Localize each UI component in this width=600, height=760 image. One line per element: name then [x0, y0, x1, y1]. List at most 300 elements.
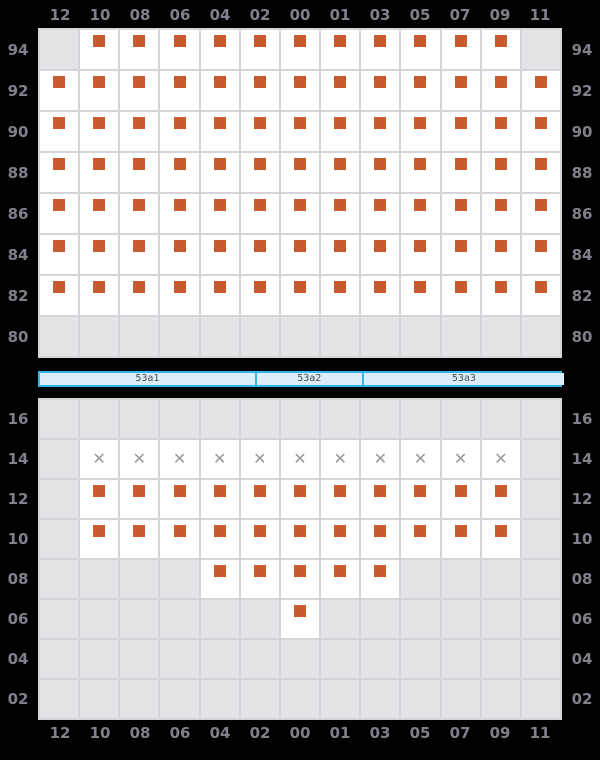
cell-08-09[interactable]: [482, 560, 520, 598]
cell-06-02[interactable]: [241, 600, 279, 638]
cell-80-06[interactable]: [160, 317, 198, 356]
row-label-16: 16: [571, 410, 593, 428]
section-segment-label: 53a2: [297, 373, 322, 384]
cell-86-09[interactable]: [482, 194, 520, 233]
cell-14-02[interactable]: [241, 440, 279, 478]
section-segment-2[interactable]: [257, 373, 362, 385]
column-label-09: 09: [489, 724, 511, 742]
top-column-labels: [40, 4, 560, 26]
cell-02-07[interactable]: [442, 680, 480, 718]
cell-88-06[interactable]: [160, 153, 198, 192]
square-mark-icon: [254, 199, 266, 211]
cell-16-07[interactable]: [442, 400, 480, 438]
cell-84-08[interactable]: [120, 235, 158, 274]
cell-82-01[interactable]: [321, 276, 359, 315]
cell-10-11[interactable]: [522, 520, 560, 558]
row-label-86: 86: [571, 204, 593, 223]
cell-92-08[interactable]: [120, 71, 158, 110]
cell-82-08[interactable]: [120, 276, 158, 315]
row-label-14: 14: [7, 450, 29, 468]
cell-10-00[interactable]: [281, 520, 319, 558]
cell-86-12[interactable]: [40, 194, 78, 233]
cell-90-09[interactable]: [482, 112, 520, 151]
square-mark-icon: [535, 199, 547, 211]
cell-10-07[interactable]: [442, 520, 480, 558]
square-mark-icon: [93, 240, 105, 252]
square-mark-icon: [174, 158, 186, 170]
cell-02-09[interactable]: [482, 680, 520, 718]
cell-10-09[interactable]: [482, 520, 520, 558]
square-mark-icon: [455, 35, 467, 47]
square-mark-icon: [294, 35, 306, 47]
cell-88-08[interactable]: [120, 153, 158, 192]
cell-80-10[interactable]: [80, 317, 118, 356]
square-mark-icon: [374, 485, 386, 497]
cell-80-00[interactable]: [281, 317, 319, 356]
cell-02-04[interactable]: [201, 680, 239, 718]
cell-06-03[interactable]: [361, 600, 399, 638]
cell-16-11[interactable]: [522, 400, 560, 438]
cell-82-10[interactable]: [80, 276, 118, 315]
square-mark-icon: [214, 485, 226, 497]
square-mark-icon: [174, 240, 186, 252]
column-label-08: 08: [129, 6, 151, 24]
cell-12-04[interactable]: [201, 480, 239, 518]
square-mark-icon: [455, 158, 467, 170]
column-label-06: 06: [169, 724, 191, 742]
cell-88-10[interactable]: [80, 153, 118, 192]
cell-84-10[interactable]: [80, 235, 118, 274]
cell-92-02[interactable]: [241, 71, 279, 110]
cell-06-10[interactable]: [80, 600, 118, 638]
cell-04-05[interactable]: [401, 640, 439, 678]
cell-88-05[interactable]: [401, 153, 439, 192]
square-mark-icon: [214, 158, 226, 170]
cell-90-06[interactable]: [160, 112, 198, 151]
cell-80-05[interactable]: [401, 317, 439, 356]
cell-80-12[interactable]: [40, 317, 78, 356]
cell-16-02[interactable]: [241, 400, 279, 438]
square-mark-icon: [53, 281, 65, 293]
cell-82-05[interactable]: [401, 276, 439, 315]
cell-90-05[interactable]: [401, 112, 439, 151]
square-mark-icon: [374, 525, 386, 537]
square-mark-icon: [133, 158, 145, 170]
cell-92-06[interactable]: [160, 71, 198, 110]
cell-10-05[interactable]: [401, 520, 439, 558]
cell-16-01[interactable]: [321, 400, 359, 438]
column-label-05: 05: [409, 724, 431, 742]
cell-94-03[interactable]: [361, 30, 399, 69]
square-mark-icon: [334, 199, 346, 211]
cell-08-06[interactable]: [160, 560, 198, 598]
cell-06-06[interactable]: [160, 600, 198, 638]
cell-94-01[interactable]: [321, 30, 359, 69]
cell-14-12[interactable]: [40, 440, 78, 478]
cell-94-08[interactable]: [120, 30, 158, 69]
column-label-10: 10: [89, 724, 111, 742]
cell-88-11[interactable]: [522, 153, 560, 192]
cell-04-02[interactable]: [241, 640, 279, 678]
cell-02-05[interactable]: [401, 680, 439, 718]
cell-92-03[interactable]: [361, 71, 399, 110]
cell-84-09[interactable]: [482, 235, 520, 274]
cell-92-07[interactable]: [442, 71, 480, 110]
cell-92-11[interactable]: [522, 71, 560, 110]
cell-14-08[interactable]: [120, 440, 158, 478]
square-mark-icon: [133, 281, 145, 293]
square-mark-icon: [133, 35, 145, 47]
cell-92-01[interactable]: [321, 71, 359, 110]
cell-88-03[interactable]: [361, 153, 399, 192]
cell-16-08[interactable]: [120, 400, 158, 438]
cell-12-05[interactable]: [401, 480, 439, 518]
row-label-84: 84: [571, 245, 593, 264]
cell-08-11[interactable]: [522, 560, 560, 598]
square-mark-icon: [93, 199, 105, 211]
cell-04-10[interactable]: [80, 640, 118, 678]
cell-04-01[interactable]: [321, 640, 359, 678]
cell-84-07[interactable]: [442, 235, 480, 274]
cell-94-05[interactable]: [401, 30, 439, 69]
cell-86-02[interactable]: [241, 194, 279, 233]
cell-10-06[interactable]: [160, 520, 198, 558]
cell-16-00[interactable]: [281, 400, 319, 438]
cell-02-01[interactable]: [321, 680, 359, 718]
square-mark-icon: [294, 525, 306, 537]
cell-80-01[interactable]: [321, 317, 359, 356]
square-mark-icon: [334, 117, 346, 129]
cell-86-00[interactable]: [281, 194, 319, 233]
cell-88-07[interactable]: [442, 153, 480, 192]
cell-82-12[interactable]: [40, 276, 78, 315]
cell-10-03[interactable]: [361, 520, 399, 558]
cell-94-10[interactable]: [80, 30, 118, 69]
cell-06-04[interactable]: [201, 600, 239, 638]
cell-94-00[interactable]: [281, 30, 319, 69]
cell-92-04[interactable]: [201, 71, 239, 110]
cell-14-04[interactable]: [201, 440, 239, 478]
cell-86-01[interactable]: [321, 194, 359, 233]
cell-04-08[interactable]: [120, 640, 158, 678]
square-mark-icon: [374, 158, 386, 170]
square-mark-icon: [374, 117, 386, 129]
x-mark-icon: ✕: [253, 449, 267, 468]
cell-12-07[interactable]: [442, 480, 480, 518]
cell-10-12[interactable]: [40, 520, 78, 558]
cell-94-02[interactable]: [241, 30, 279, 69]
square-mark-icon: [414, 240, 426, 252]
square-mark-icon: [174, 525, 186, 537]
square-mark-icon: [414, 76, 426, 88]
cell-08-03[interactable]: [361, 560, 399, 598]
cell-94-07[interactable]: [442, 30, 480, 69]
row-label-86: 86: [7, 204, 29, 223]
cell-16-10[interactable]: [80, 400, 118, 438]
cell-04-09[interactable]: [482, 640, 520, 678]
cell-84-02[interactable]: [241, 235, 279, 274]
column-label-11: 11: [529, 6, 551, 24]
column-label-12: 12: [49, 724, 71, 742]
square-mark-icon: [414, 199, 426, 211]
column-label-12: 12: [49, 6, 71, 24]
square-mark-icon: [374, 281, 386, 293]
cell-80-04[interactable]: [201, 317, 239, 356]
row-label-06: 06: [571, 610, 593, 628]
cell-02-02[interactable]: [241, 680, 279, 718]
cell-88-04[interactable]: [201, 153, 239, 192]
cell-12-11[interactable]: [522, 480, 560, 518]
cell-06-05[interactable]: [401, 600, 439, 638]
cell-08-12[interactable]: [40, 560, 78, 598]
cell-08-01[interactable]: [321, 560, 359, 598]
cell-88-02[interactable]: [241, 153, 279, 192]
cell-02-06[interactable]: [160, 680, 198, 718]
cell-84-05[interactable]: [401, 235, 439, 274]
cell-94-11[interactable]: [522, 30, 560, 69]
square-mark-icon: [334, 485, 346, 497]
cell-90-11[interactable]: [522, 112, 560, 151]
cell-90-08[interactable]: [120, 112, 158, 151]
cell-14-11[interactable]: [522, 440, 560, 478]
cell-88-01[interactable]: [321, 153, 359, 192]
cell-14-03[interactable]: [361, 440, 399, 478]
cell-86-04[interactable]: [201, 194, 239, 233]
cell-06-00[interactable]: [281, 600, 319, 638]
cell-80-09[interactable]: [482, 317, 520, 356]
square-mark-icon: [214, 199, 226, 211]
cell-12-03[interactable]: [361, 480, 399, 518]
square-mark-icon: [93, 117, 105, 129]
cell-04-06[interactable]: [160, 640, 198, 678]
x-mark-icon: ✕: [333, 449, 347, 468]
cell-86-03[interactable]: [361, 194, 399, 233]
cell-82-06[interactable]: [160, 276, 198, 315]
square-mark-icon: [254, 240, 266, 252]
cell-02-00[interactable]: [281, 680, 319, 718]
square-mark-icon: [495, 35, 507, 47]
cell-84-11[interactable]: [522, 235, 560, 274]
cell-84-04[interactable]: [201, 235, 239, 274]
section-segment-1[interactable]: [40, 373, 255, 385]
cell-82-03[interactable]: [361, 276, 399, 315]
cell-08-00[interactable]: [281, 560, 319, 598]
cell-12-12[interactable]: [40, 480, 78, 518]
row-label-04: 04: [7, 650, 29, 668]
cell-16-09[interactable]: [482, 400, 520, 438]
cell-04-07[interactable]: [442, 640, 480, 678]
cell-16-03[interactable]: [361, 400, 399, 438]
cell-14-05[interactable]: [401, 440, 439, 478]
cell-12-00[interactable]: [281, 480, 319, 518]
square-mark-icon: [495, 281, 507, 293]
square-mark-icon: [374, 240, 386, 252]
cell-08-02[interactable]: [241, 560, 279, 598]
cell-80-11[interactable]: [522, 317, 560, 356]
cell-82-07[interactable]: [442, 276, 480, 315]
square-mark-icon: [254, 525, 266, 537]
square-mark-icon: [535, 240, 547, 252]
cell-16-04[interactable]: [201, 400, 239, 438]
cell-02-12[interactable]: [40, 680, 78, 718]
cell-80-03[interactable]: [361, 317, 399, 356]
cell-08-07[interactable]: [442, 560, 480, 598]
square-mark-icon: [334, 281, 346, 293]
cell-80-08[interactable]: [120, 317, 158, 356]
cell-06-12[interactable]: [40, 600, 78, 638]
cell-88-00[interactable]: [281, 153, 319, 192]
cell-08-04[interactable]: [201, 560, 239, 598]
cell-82-11[interactable]: [522, 276, 560, 315]
column-label-01: 01: [329, 6, 351, 24]
row-label-94: 94: [7, 40, 29, 59]
cell-90-01[interactable]: [321, 112, 359, 151]
cell-86-07[interactable]: [442, 194, 480, 233]
cell-14-09[interactable]: [482, 440, 520, 478]
square-mark-icon: [93, 76, 105, 88]
column-label-02: 02: [249, 6, 271, 24]
cell-88-09[interactable]: [482, 153, 520, 192]
square-mark-icon: [214, 240, 226, 252]
cell-80-07[interactable]: [442, 317, 480, 356]
cell-04-04[interactable]: [201, 640, 239, 678]
x-mark-icon: ✕: [212, 449, 227, 468]
cell-06-01[interactable]: [321, 600, 359, 638]
cell-86-06[interactable]: [160, 194, 198, 233]
cell-86-11[interactable]: [522, 194, 560, 233]
cell-84-06[interactable]: [160, 235, 198, 274]
cell-92-09[interactable]: [482, 71, 520, 110]
square-mark-icon: [455, 199, 467, 211]
cell-80-02[interactable]: [241, 317, 279, 356]
square-mark-icon: [294, 281, 306, 293]
square-mark-icon: [294, 485, 306, 497]
cell-06-09[interactable]: [482, 600, 520, 638]
cell-86-08[interactable]: [120, 194, 158, 233]
cell-84-01[interactable]: [321, 235, 359, 274]
cell-90-12[interactable]: [40, 112, 78, 151]
cell-82-02[interactable]: [241, 276, 279, 315]
cell-82-00[interactable]: [281, 276, 319, 315]
square-mark-icon: [294, 240, 306, 252]
square-mark-icon: [133, 199, 145, 211]
row-label-12: 12: [7, 490, 29, 508]
cell-82-04[interactable]: [201, 276, 239, 315]
square-mark-icon: [455, 485, 467, 497]
column-label-02: 02: [249, 724, 271, 742]
cell-12-06[interactable]: [160, 480, 198, 518]
cell-84-12[interactable]: [40, 235, 78, 274]
row-label-92: 92: [7, 81, 29, 100]
cell-94-06[interactable]: [160, 30, 198, 69]
cell-92-05[interactable]: [401, 71, 439, 110]
square-mark-icon: [214, 35, 226, 47]
cell-86-05[interactable]: [401, 194, 439, 233]
square-mark-icon: [495, 158, 507, 170]
cell-02-10[interactable]: [80, 680, 118, 718]
cell-12-09[interactable]: [482, 480, 520, 518]
cell-10-01[interactable]: [321, 520, 359, 558]
cell-92-10[interactable]: [80, 71, 118, 110]
cell-10-08[interactable]: [120, 520, 158, 558]
cell-92-00[interactable]: [281, 71, 319, 110]
row-label-04: 04: [571, 650, 593, 668]
square-mark-icon: [174, 117, 186, 129]
cell-90-10[interactable]: [80, 112, 118, 151]
square-mark-icon: [294, 565, 306, 577]
cell-86-10[interactable]: [80, 194, 118, 233]
cell-90-07[interactable]: [442, 112, 480, 151]
cell-08-08[interactable]: [120, 560, 158, 598]
bottom-row-labels-left: [0, 400, 36, 718]
square-mark-icon: [214, 565, 226, 577]
column-label-04: 04: [209, 6, 231, 24]
cell-84-00[interactable]: [281, 235, 319, 274]
cell-02-03[interactable]: [361, 680, 399, 718]
section-segment-3[interactable]: [364, 373, 564, 385]
cell-04-12[interactable]: [40, 640, 78, 678]
cell-90-03[interactable]: [361, 112, 399, 151]
cell-12-01[interactable]: [321, 480, 359, 518]
cell-04-03[interactable]: [361, 640, 399, 678]
square-mark-icon: [93, 485, 105, 497]
cell-14-10[interactable]: [80, 440, 118, 478]
cell-06-11[interactable]: [522, 600, 560, 638]
cell-12-02[interactable]: [241, 480, 279, 518]
cell-12-10[interactable]: [80, 480, 118, 518]
square-mark-icon: [294, 117, 306, 129]
cell-08-05[interactable]: [401, 560, 439, 598]
section-segment-label: 53a1: [135, 373, 160, 384]
cell-12-08[interactable]: [120, 480, 158, 518]
cell-90-00[interactable]: [281, 112, 319, 151]
cell-88-12[interactable]: [40, 153, 78, 192]
row-label-02: 02: [571, 690, 593, 708]
row-label-82: 82: [7, 286, 29, 305]
square-mark-icon: [214, 281, 226, 293]
cell-04-11[interactable]: [522, 640, 560, 678]
column-label-00: 00: [289, 724, 311, 742]
cell-14-01[interactable]: [321, 440, 359, 478]
x-mark-icon: ✕: [453, 449, 468, 468]
cell-02-11[interactable]: [522, 680, 560, 718]
square-mark-icon: [414, 281, 426, 293]
cell-94-04[interactable]: [201, 30, 239, 69]
cell-08-10[interactable]: [80, 560, 118, 598]
cell-02-08[interactable]: [120, 680, 158, 718]
cell-10-04[interactable]: [201, 520, 239, 558]
cell-10-10[interactable]: [80, 520, 118, 558]
cell-82-09[interactable]: [482, 276, 520, 315]
cell-04-00[interactable]: [281, 640, 319, 678]
cell-06-08[interactable]: [120, 600, 158, 638]
cell-16-12[interactable]: [40, 400, 78, 438]
cell-90-04[interactable]: [201, 112, 239, 151]
cell-16-06[interactable]: [160, 400, 198, 438]
cell-14-07[interactable]: [442, 440, 480, 478]
cell-92-12[interactable]: [40, 71, 78, 110]
cell-16-05[interactable]: [401, 400, 439, 438]
cell-14-06[interactable]: [160, 440, 198, 478]
cell-84-03[interactable]: [361, 235, 399, 274]
cell-10-02[interactable]: [241, 520, 279, 558]
square-mark-icon: [535, 281, 547, 293]
cell-14-00[interactable]: [281, 440, 319, 478]
cell-94-12[interactable]: [40, 30, 78, 69]
cell-90-02[interactable]: [241, 112, 279, 151]
cell-94-09[interactable]: [482, 30, 520, 69]
cell-06-07[interactable]: [442, 600, 480, 638]
